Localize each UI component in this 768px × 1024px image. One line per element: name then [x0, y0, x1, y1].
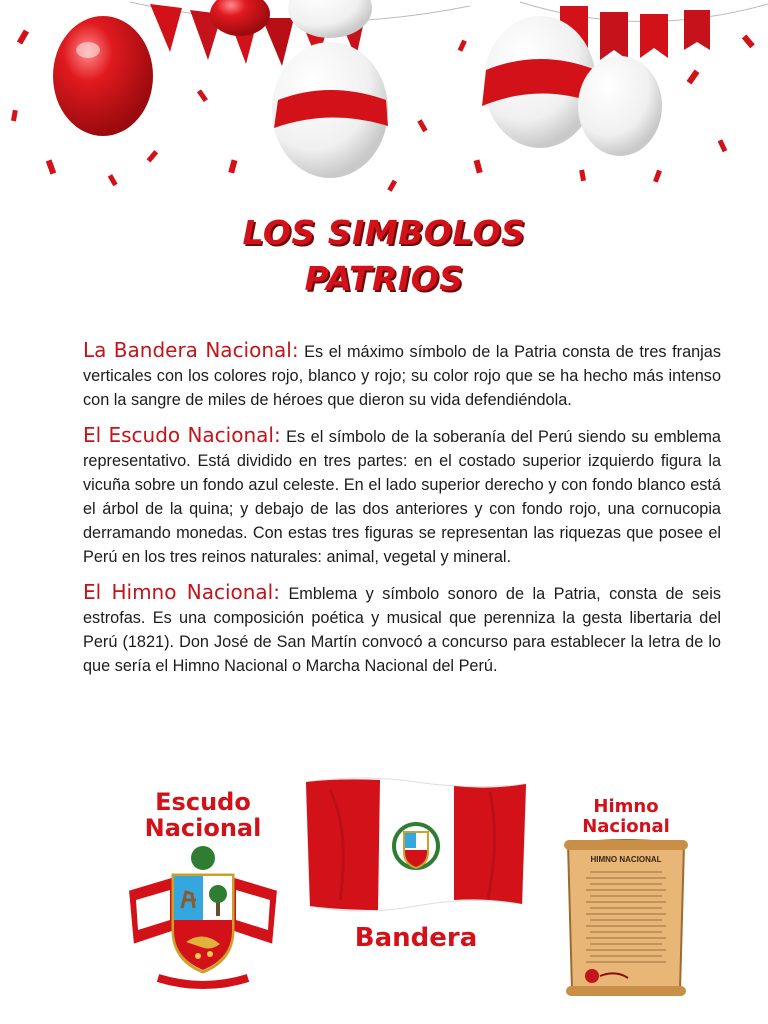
- bandera-label: Bandera: [354, 923, 478, 953]
- header-decoration: [0, 0, 768, 200]
- title-line-1: LOS SIMBOLOS: [242, 213, 526, 252]
- section-text: Es el máximo símbolo de la Patria consta de tres franjas verticales con los colores rojo, blanco y rojo; su color rojo que se ha hecho más intenso con la sangre de miles de héroes que dieron su vida defendiéndola.: [83, 343, 721, 409]
- peru-flag-icon: [306, 778, 526, 911]
- main-content: [83, 338, 721, 689]
- section-text: Emblema y símbolo sonoro de la Patria, consta de seis estrofas. Es una composición poética y musical que perenniza la gesta libertaria del Perú (1821). Don José de San Martín convocó a concurso para establecer la letra de lo que sería el Himno Nacional o Marcha Nacional del Perú.: [83, 585, 721, 675]
- section-heading: La Bandera Nacional:: [83, 338, 299, 362]
- section-himno: [83, 580, 721, 678]
- scroll-title: HIMNO NACIONAL: [590, 855, 662, 864]
- escudo-label-line-1: Escudo: [155, 788, 251, 816]
- section-escudo: [83, 423, 721, 569]
- bandera-image: [300, 770, 532, 960]
- coat-of-arms-icon: [128, 846, 278, 985]
- section-heading: El Escudo Nacional:: [83, 423, 281, 447]
- himno-label-line-1: Himno: [593, 796, 659, 817]
- himno-label-line-2: Nacional: [582, 816, 670, 837]
- escudo-label-line-2: Nacional: [144, 814, 262, 842]
- title-line-2: PATRIOS: [304, 259, 464, 298]
- section-bandera: [83, 338, 721, 412]
- section-heading: El Himno Nacional:: [83, 580, 280, 604]
- page-title: [0, 210, 768, 302]
- escudo-nacional-image: [118, 780, 288, 995]
- himno-nacional-image: [556, 790, 696, 1000]
- section-text: Es el símbolo de la soberanía del Perú siendo su emblema representativo. Está dividido en tres partes: en el costado superior izquierdo figura la vicuña sobre un fondo azul celeste. En el lado superior derecho y con fondo blanco está el árbol de la quina; y debajo de las dos anteriores y con fondo rojo, una cornucopia derramando monedas. Con estas tres figuras se representan las riquezas que posee el Perú en los tres reinos naturales: animal, vegetal y mineral.: [83, 428, 721, 566]
- scroll-icon: [564, 840, 688, 996]
